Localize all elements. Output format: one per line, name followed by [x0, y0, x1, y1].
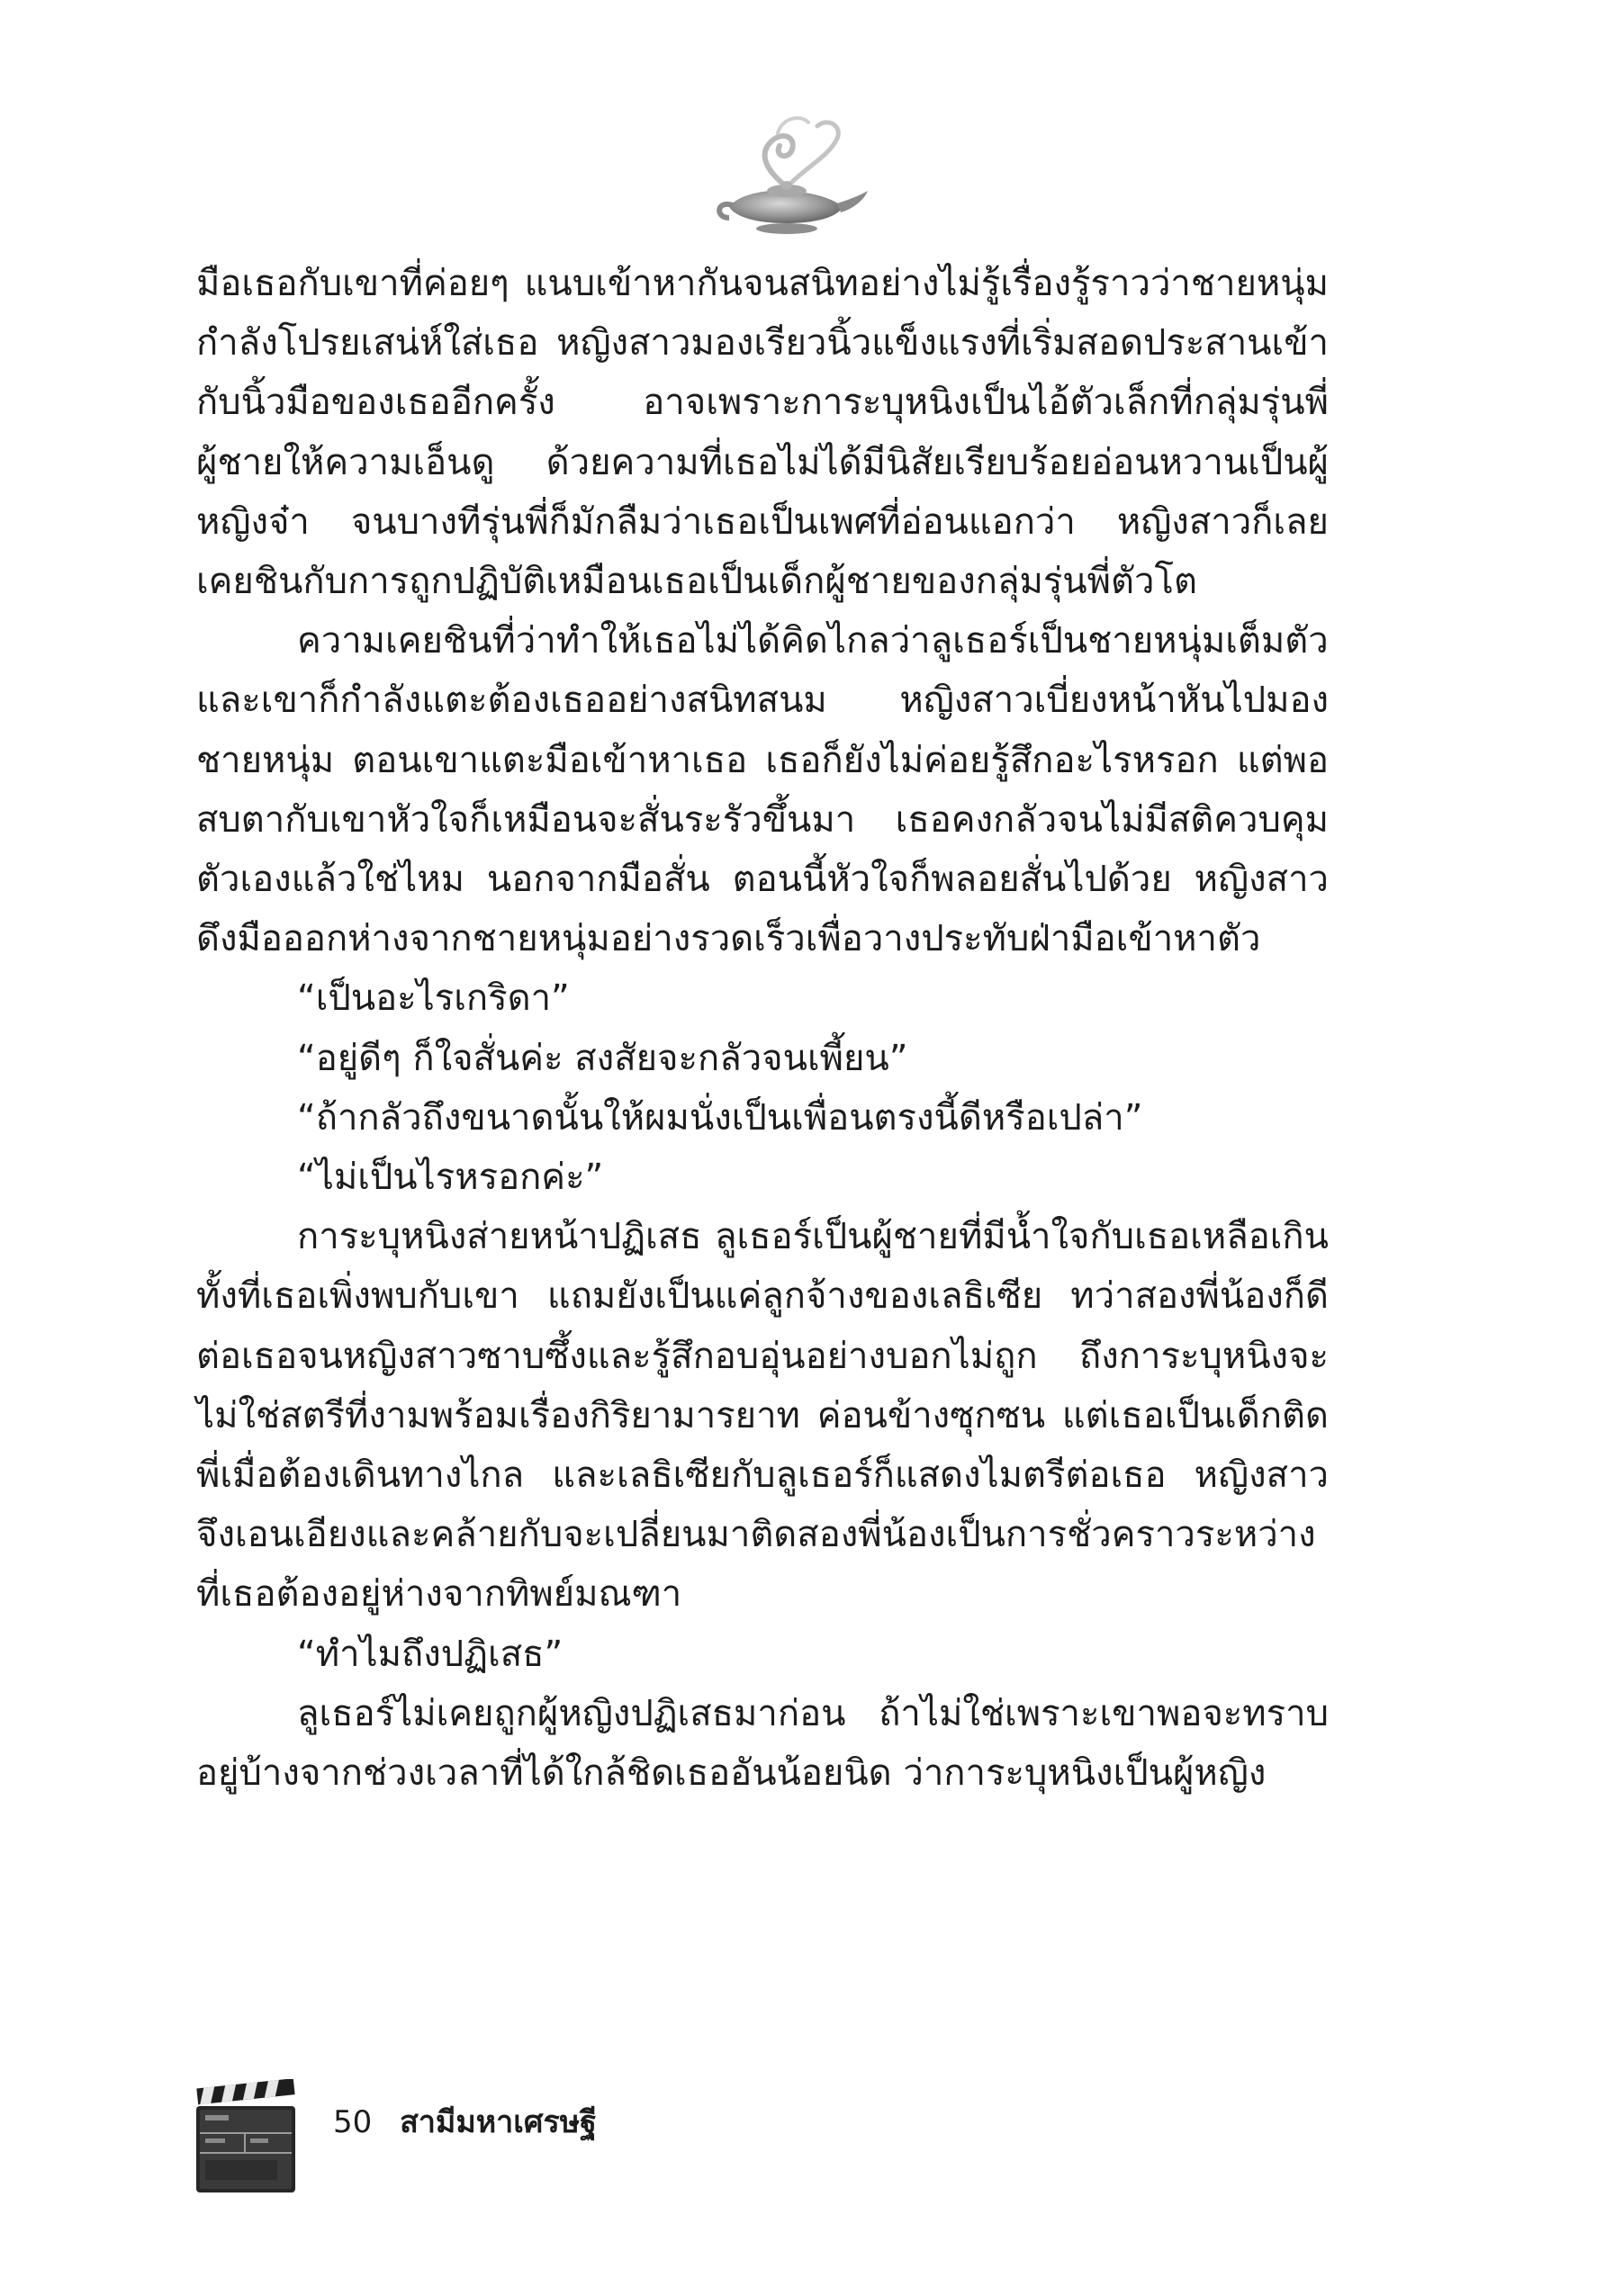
paragraph-5: “ถ้ากลัวถึงขนาดนั้นให้ผมนั่งเป็นเพื่อนตรงนี้ดีหรือเปล่า” [297, 1096, 1143, 1139]
paragraph-6: “ไม่เป็นไรหรอกค่ะ” [297, 1157, 604, 1199]
page-footer [333, 2104, 597, 2140]
paragraph-8: “ทำไมถึงปฏิเสธ” [297, 1633, 564, 1675]
paragraph-1: มือเธอกับเขาที่ค่อยๆ แนบเข้าหากันจนสนิทอย่างไม่รู้เรื่องรู้ราวว่าชายหนุ่มกำลังโปรยเสน่ห์ใส่เธอ หญิงสาวมองเรียวนิ้วแข็งแรงที่เริ่มสอดประสานเข้ากับนิ้วมือของเธออีกครั้ง อาจเพราะการะบุหนิงเป็นไอ้ตัวเล็กที่กลุ่มรุ่นพี่ผู้ชายให้ความเอ็นดู ด้วยความที่เธอไม่ได้มีนิสัยเรียบร้อยอ่อนหวานเป็นผู้หญิงจ๋า จนบางทีรุ่นพี่ก็มักลืมว่าเธอเป็นเพศที่อ่อนแอกว่า หญิงสาวก็เลยเคยชินกับการถูกปฏิบัติเหมือนเธอเป็นเด็กผู้ชายของกลุ่มรุ่นพี่ตัวโต [196, 263, 1329, 603]
paragraph-3: “เป็นอะไรเกริดา” [297, 977, 570, 1020]
paragraph-7: การะบุหนิงส่ายหน้าปฏิเสธ ลูเธอร์เป็นผู้ชายที่มีน้ำใจกับเธอเหลือเกินทั้งที่เธอเพิ่งพบกับเขา แถมยังเป็นแค่ลูกจ้างของเลธิเซีย ทว่าสองพี่น้องก็ดีต่อเธอจนหญิงสาวซาบซึ้งและรู้สึกอบอุ่นอย่างบอกไม่ถูก ถึงการะบุหนิงจะไม่ใช่สตรีที่งามพร้อมเรื่องกิริยามารยาท ค่อนข้างซุกซน แต่เธอเป็นเด็กติดพี่เมื่อต้องเดินทางไกล และเลธิเซียกับลูเธอร์ก็แสดงไมตรีต่อเธอ หญิงสาวจึงเอนเอียงและคล้ายกับจะเปลี่ยนมาติดสองพี่น้องเป็นการชั่วคราวระหว่างที่เธอต้องอยู่ห่างจากทิพย์มณฑา [196, 1216, 1329, 1616]
book-title: สามีมหาเศรษฐี [400, 2104, 597, 2140]
film-clapperboard-icon [193, 2079, 299, 2194]
genie-lamp-icon [702, 106, 873, 241]
paragraph-4: “อยู่ดีๆ ก็ใจสั่นค่ะ สงสัยจะกลัวจนเพี้ยน” [297, 1037, 908, 1079]
body-text [196, 254, 1329, 1803]
paragraph-9: ลูเธอร์ไม่เคยถูกผู้หญิงปฏิเสธมาก่อน ถ้าไม่ใช่เพราะเขาพอจะทราบอยู่บ้างจากช่วงเวลาที่ได้ใกล้ชิดเธออันน้อยนิด ว่าการะบุหนิงเป็นผู้หญิง [196, 1692, 1329, 1795]
page-number: 50 [333, 2104, 373, 2140]
paragraph-2: ความเคยชินที่ว่าทำให้เธอไม่ได้คิดไกลว่าลูเธอร์เป็นชายหนุ่มเต็มตัวและเขาก็กำลังแตะต้องเธออย่างสนิทสนม หญิงสาวเบี่ยงหน้าหันไปมองชายหนุ่ม ตอนเขาแตะมือเข้าหาเธอ เธอก็ยังไม่ค่อยรู้สึกอะไรหรอก แต่พอสบตากับเขาหัวใจก็เหมือนจะสั่นระรัวขึ้นมา เธอคงกลัวจนไม่มีสติควบคุมตัวเองแล้วใช่ไหม นอกจากมือสั่น ตอนนี้หัวใจก็พลอยสั่นไปด้วย หญิงสาวดึงมือออกห่างจากชายหนุ่มอย่างรวดเร็วเพื่อวางประทับฝ่ามือเข้าหาตัว [196, 620, 1329, 960]
